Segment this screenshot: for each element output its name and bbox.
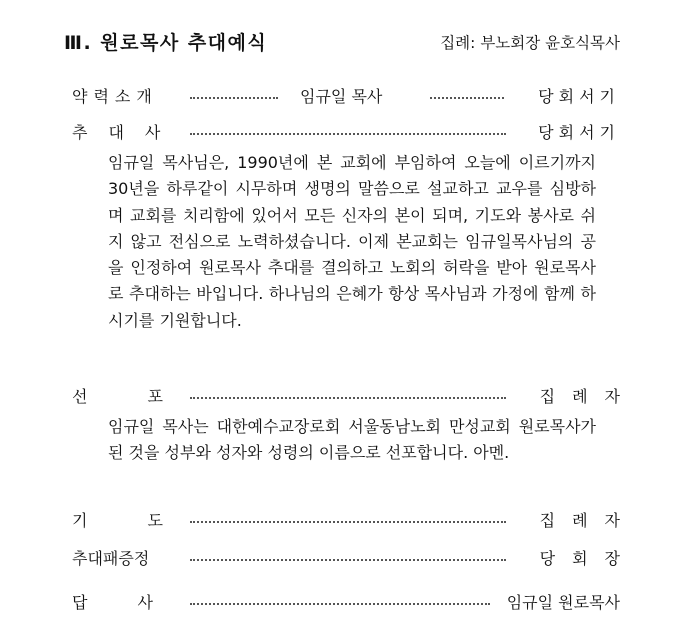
program-item-label: 추대사 [72,123,182,142]
leader-dots [190,521,506,523]
program-item-nomination [72,120,620,146]
program-item-person: 임규일 목사 [300,87,383,106]
program-item-leader: 당회서기 [538,123,620,142]
officiant [440,31,620,53]
leader-dots [190,603,490,605]
program-item-label: 약력소개 [72,87,158,106]
leader-dots [190,559,506,561]
program-item-label: 추대패증정 [72,549,150,568]
proclamation-paragraph: 임규일 목사는 대한예수교장로회 서울동남노회 만성교회 원로목사가 된 것을 성부와 성자와 성령의 이름으로 선포합니다. 아멘. [108,417,596,463]
officiant-name: 부노회장 윤호식목사 [480,34,620,52]
leader-dots [190,133,506,135]
nomination-paragraph: 임규일 목사님은, 1990년에 본 교회에 부임하여 오늘에 이르기까지 30년을 하루같이 시무하며 생명의 말씀으로 설교하고 교우를 심방하며 교회를 치리함에 있어서 모든 신자의 본이 되며, 기도와 봉사로 쉬지 않고 전심으로 노력하셨습니다. 이제 본교회는 임규일목사님의 공을 인정하여 원로목사 추대를 결의하고 노회의 허락을 받아 원로목사로 추대하는 바입니다. 하나님의 은혜가 항상 목사님과 가정에 함께 하시기를 기원합니다. [108,153,596,330]
program-item-prayer [72,508,637,534]
program-item-leader: 당회서기 [538,87,620,106]
program-item-leader: 당회장 [539,549,637,568]
program-item-plaque [72,546,637,572]
program-item-proclamation [72,384,637,410]
program-item-leader: 집례자 [539,511,637,530]
leader-dots [190,397,506,399]
program-item-label: 기도 [72,511,223,530]
section-title: Ⅲ. 원로목사 추대예식 [64,32,268,54]
program-item-label: 선포 [72,387,223,406]
program-item-biography [72,84,620,110]
program-item-leader: 임규일 원로목사 [506,593,620,612]
program-item-label: 답사 [72,593,203,612]
officiant-label: 집례: [440,34,476,52]
program-item-leader: 집례자 [539,387,637,406]
section-header [64,28,620,60]
leader-dots [190,97,278,99]
leader-dots [430,97,504,99]
program-item-response [72,590,620,616]
